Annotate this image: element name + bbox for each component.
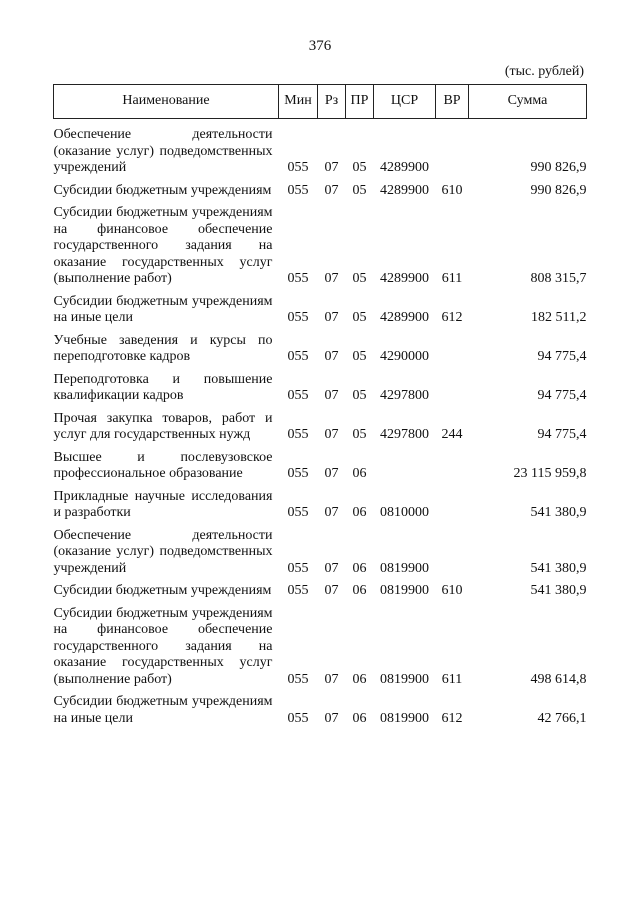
cell-pr: 05 bbox=[352, 388, 367, 403]
cell-name: Учебные заведения и курсы по переподготовке кадров bbox=[53, 332, 273, 364]
cell-vr: 244 bbox=[441, 427, 463, 442]
table-row bbox=[54, 205, 587, 294]
header-rz: Рз bbox=[318, 85, 346, 119]
cell-vr: 611 bbox=[441, 271, 463, 286]
cell-pr: 06 bbox=[352, 583, 367, 598]
cell-sum: 94 775,4 bbox=[537, 349, 587, 364]
cell-csr: 0819900 bbox=[380, 671, 429, 687]
cell-vr: 610 bbox=[441, 583, 463, 598]
cell-csr bbox=[374, 450, 436, 489]
cell-csr: 0819900 bbox=[380, 560, 429, 576]
cell-vr: 612 bbox=[441, 710, 463, 726]
table-row bbox=[54, 694, 587, 733]
cell-name: Переподготовка и повышение квалификации кадров bbox=[53, 371, 273, 403]
cell-min: 055 bbox=[287, 427, 309, 442]
table-row bbox=[54, 183, 587, 206]
cell-min: 055 bbox=[287, 310, 309, 325]
cell-pr: 06 bbox=[352, 560, 367, 576]
table-row bbox=[54, 372, 587, 411]
cell-sum: 990 826,9 bbox=[530, 182, 587, 198]
cell-vr: 612 bbox=[441, 310, 463, 325]
cell-rz: 07 bbox=[324, 671, 339, 687]
cell-rz: 07 bbox=[324, 388, 339, 403]
table-row bbox=[54, 333, 587, 372]
cell-pr: 05 bbox=[352, 160, 367, 175]
cell-name: Субсидии бюджетным учреждениям на финансовое обеспечение государственного задания на оказание государственных услуг (выполнение работ) bbox=[53, 205, 273, 286]
cell-sum: 808 315,7 bbox=[530, 271, 587, 286]
cell-min: 055 bbox=[287, 349, 309, 364]
cell-pr: 05 bbox=[352, 310, 367, 325]
cell-rz: 07 bbox=[324, 583, 339, 598]
cell-pr: 05 bbox=[352, 182, 367, 198]
cell-rz: 07 bbox=[324, 560, 339, 576]
cell-pr: 06 bbox=[352, 466, 367, 481]
cell-sum: 23 115 959,8 bbox=[513, 466, 587, 481]
cell-sum: 541 380,9 bbox=[530, 583, 587, 598]
header-min: Мин bbox=[279, 85, 318, 119]
cell-min: 055 bbox=[287, 710, 309, 726]
cell-csr: 0810000 bbox=[380, 505, 429, 520]
cell-rz: 07 bbox=[324, 349, 339, 364]
table-row bbox=[54, 450, 587, 489]
cell-rz: 07 bbox=[324, 182, 339, 198]
cell-min: 055 bbox=[287, 271, 309, 286]
cell-vr bbox=[436, 372, 469, 411]
cell-vr bbox=[436, 333, 469, 372]
cell-csr: 4297800 bbox=[380, 388, 429, 403]
cell-name: Прочая закупка товаров, работ и услуг для государственных нужд bbox=[53, 410, 273, 442]
units-label: (тыс. рублей) bbox=[504, 64, 584, 79]
cell-vr: 610 bbox=[441, 182, 463, 198]
cell-rz: 07 bbox=[324, 466, 339, 481]
header-name: Наименование bbox=[54, 85, 279, 119]
table-row bbox=[54, 583, 587, 606]
table-row bbox=[54, 119, 587, 183]
table-row bbox=[54, 411, 587, 450]
cell-name: Субсидии бюджетным учреждениям на иные цели bbox=[53, 293, 273, 325]
cell-sum: 990 826,9 bbox=[530, 160, 587, 175]
cell-sum: 182 511,2 bbox=[531, 310, 587, 325]
cell-vr bbox=[436, 528, 469, 584]
header-pr: ПР bbox=[346, 85, 374, 119]
cell-csr: 4289900 bbox=[380, 271, 429, 286]
cell-name: Субсидии бюджетным учреждениям на иные цели bbox=[53, 694, 273, 726]
table-row bbox=[54, 528, 587, 584]
cell-min: 055 bbox=[287, 182, 309, 198]
cell-sum: 541 380,9 bbox=[530, 505, 587, 520]
cell-sum: 94 775,4 bbox=[537, 427, 587, 442]
cell-csr: 0819900 bbox=[380, 583, 429, 598]
cell-min: 055 bbox=[287, 388, 309, 403]
cell-name: Субсидии бюджетным учреждениям bbox=[53, 583, 272, 598]
cell-name: Субсидии бюджетным учреждениям bbox=[53, 182, 272, 198]
cell-name: Прикладные научные исследования и разработки bbox=[53, 488, 273, 520]
cell-vr bbox=[436, 489, 469, 528]
cell-pr: 06 bbox=[352, 505, 367, 520]
cell-csr: 4289900 bbox=[380, 310, 429, 325]
header-sum: Сумма bbox=[469, 85, 587, 119]
cell-csr: 4297800 bbox=[380, 427, 429, 442]
cell-vr: 611 bbox=[441, 671, 463, 687]
cell-rz: 07 bbox=[324, 505, 339, 520]
table-row bbox=[54, 606, 587, 695]
cell-pr: 06 bbox=[352, 671, 367, 687]
table-body bbox=[54, 119, 587, 734]
cell-vr bbox=[436, 119, 469, 183]
cell-pr: 05 bbox=[352, 349, 367, 364]
cell-min: 055 bbox=[287, 560, 309, 576]
cell-min: 055 bbox=[287, 505, 309, 520]
table-row bbox=[54, 489, 587, 528]
cell-rz: 07 bbox=[324, 427, 339, 442]
cell-pr: 06 bbox=[352, 710, 367, 726]
cell-pr: 05 bbox=[352, 427, 367, 442]
table-header-row bbox=[54, 85, 587, 119]
cell-rz: 07 bbox=[324, 710, 339, 726]
cell-name: Субсидии бюджетным учреждениям на финансовое обеспечение государственного задания на оказание государственных услуг (выполнение работ) bbox=[53, 605, 273, 687]
cell-sum: 42 766,1 bbox=[537, 710, 587, 726]
cell-sum: 541 380,9 bbox=[530, 560, 587, 576]
header-csr: ЦСР bbox=[374, 85, 436, 119]
cell-csr: 4289900 bbox=[380, 182, 429, 198]
cell-min: 055 bbox=[287, 671, 309, 687]
cell-min: 055 bbox=[287, 466, 309, 481]
cell-vr bbox=[436, 450, 469, 489]
cell-csr: 4290000 bbox=[380, 349, 429, 364]
cell-rz: 07 bbox=[324, 271, 339, 286]
cell-rz: 07 bbox=[324, 310, 339, 325]
cell-csr: 0819900 bbox=[380, 710, 429, 726]
page-number: 376 bbox=[308, 38, 332, 54]
cell-min: 055 bbox=[287, 160, 309, 175]
table-row bbox=[54, 294, 587, 333]
cell-name: Обеспечение деятельности (оказание услуг) подведомственных учреждений bbox=[53, 527, 273, 576]
cell-name: Высшее и послевузовское профессиональное образование bbox=[53, 449, 273, 481]
cell-name: Обеспечение деятельности (оказание услуг) подведомственных учреждений bbox=[53, 127, 273, 175]
cell-pr: 05 bbox=[352, 271, 367, 286]
cell-rz: 07 bbox=[324, 160, 339, 175]
budget-table bbox=[53, 84, 587, 733]
cell-csr: 4289900 bbox=[380, 160, 429, 175]
cell-sum: 498 614,8 bbox=[530, 671, 587, 687]
cell-min: 055 bbox=[287, 583, 309, 598]
cell-sum: 94 775,4 bbox=[537, 388, 587, 403]
header-vr: ВР bbox=[436, 85, 469, 119]
